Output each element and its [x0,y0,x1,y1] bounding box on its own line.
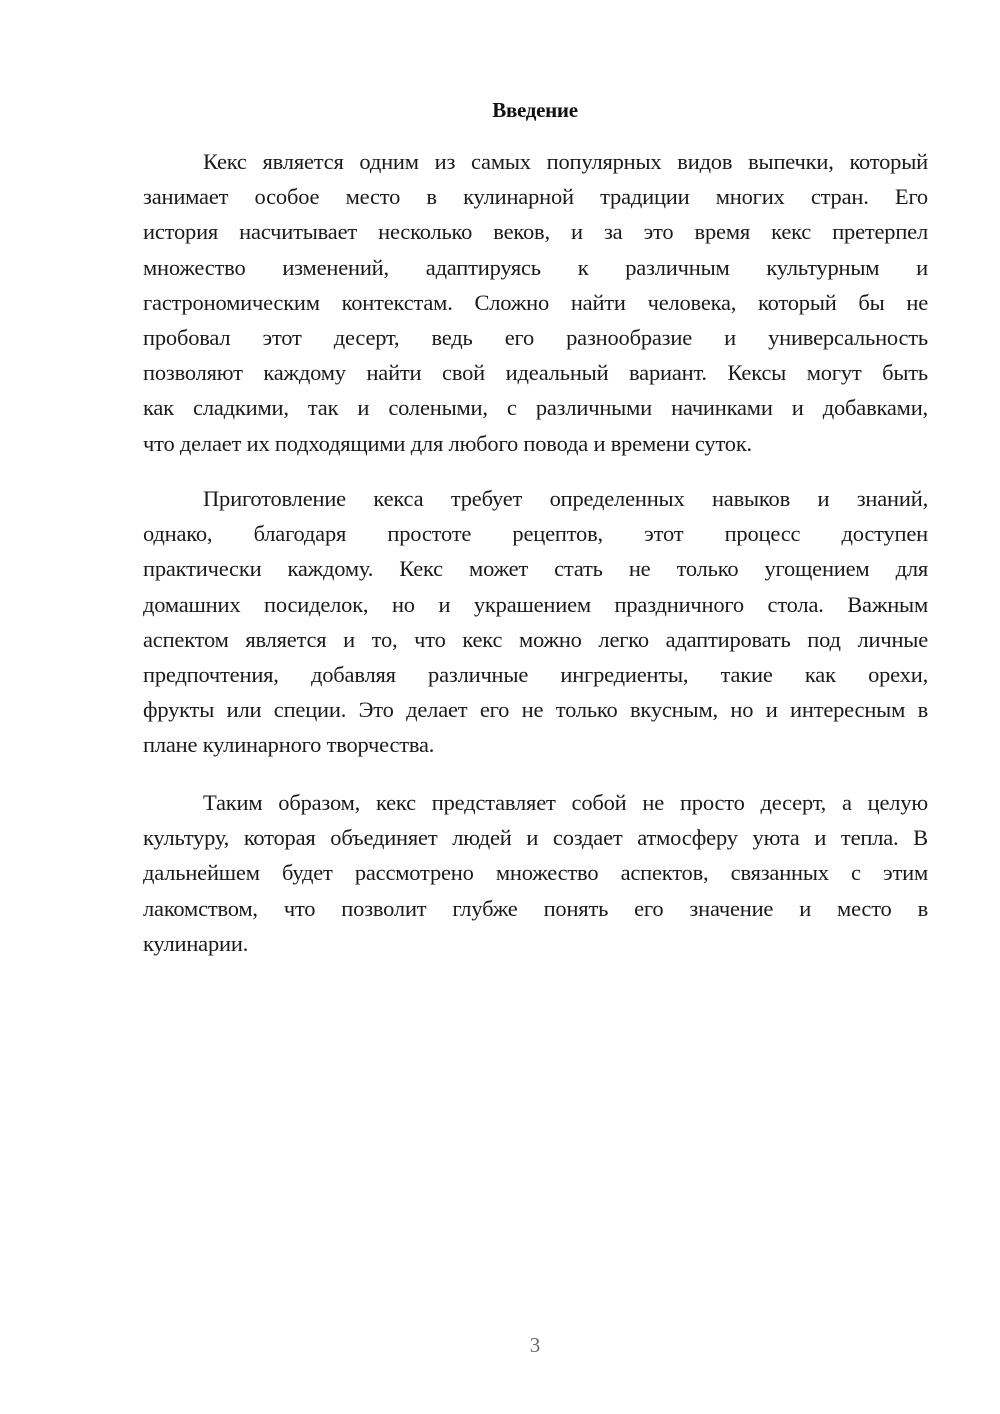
paragraph-line: фрукты или специи. Это делает его не только вкусным, но и интересным в [143,697,928,723]
paragraph-line: аспектом является и то, что кекс можно легко адаптировать под личные [143,626,928,652]
paragraph-line: занимает особое место в кулинарной традиции многих стран. Его [143,184,928,210]
paragraph-line: пробовал этот десерт, ведь его разнообразие и универсальность [143,324,928,350]
paragraph-line: Таким образом, кекс представляет собой не просто десерт, а целую [203,790,928,815]
paragraph-line: Кекс является одним из самых популярных видов выпечки, который [203,149,928,174]
paragraph-line: как сладкими, так и солеными, с различными начинками и добавками, [143,395,928,421]
paragraph-line: позволяют каждому найти свой идеальный вариант. Кексы могут быть [143,360,928,386]
paragraph-line: предпочтения, добавляя различные ингредиенты, такие как орехи, [143,661,928,687]
paragraph-line: что делает их подходящими для любого повода и времени суток. [143,430,752,456]
paragraph-3 [143,785,928,961]
paragraph-line: практически каждому. Кекс может стать не только угощением для [143,556,928,582]
paragraph-line: однако, благодаря простоте рецептов, этот процесс доступен [143,521,928,547]
section-heading: Введение [492,98,578,122]
paragraph-line: гастрономическим контекстам. Сложно найти человека, который бы не [143,289,928,315]
paragraph-line: домашних посиделок, но и украшением праздничного стола. Важным [143,591,928,617]
paragraph-line: плане кулинарного творчества. [143,732,435,758]
paragraph-line: Приготовление кекса требует определенных навыков и знаний, [203,486,928,511]
paragraph-line: культуру, которая объединяет людей и создает атмосферу уюта и тепла. В [143,825,928,851]
page-number: 3 [529,1333,541,1357]
paragraph-line: лакомством, что позволит глубже понять его значение и место в [143,895,928,921]
paragraph-line: кулинарии. [143,930,249,956]
paragraph-1 [143,144,928,461]
paragraph-2 [143,481,928,763]
paragraph-line: множество изменений, адаптируясь к различным культурным и [143,254,928,280]
paragraph-line: дальнейшем будет рассмотрено множество аспектов, связанных с этим [143,860,928,886]
paragraph-line: история насчитывает несколько веков, и за это время кекс претерпел [143,219,928,245]
